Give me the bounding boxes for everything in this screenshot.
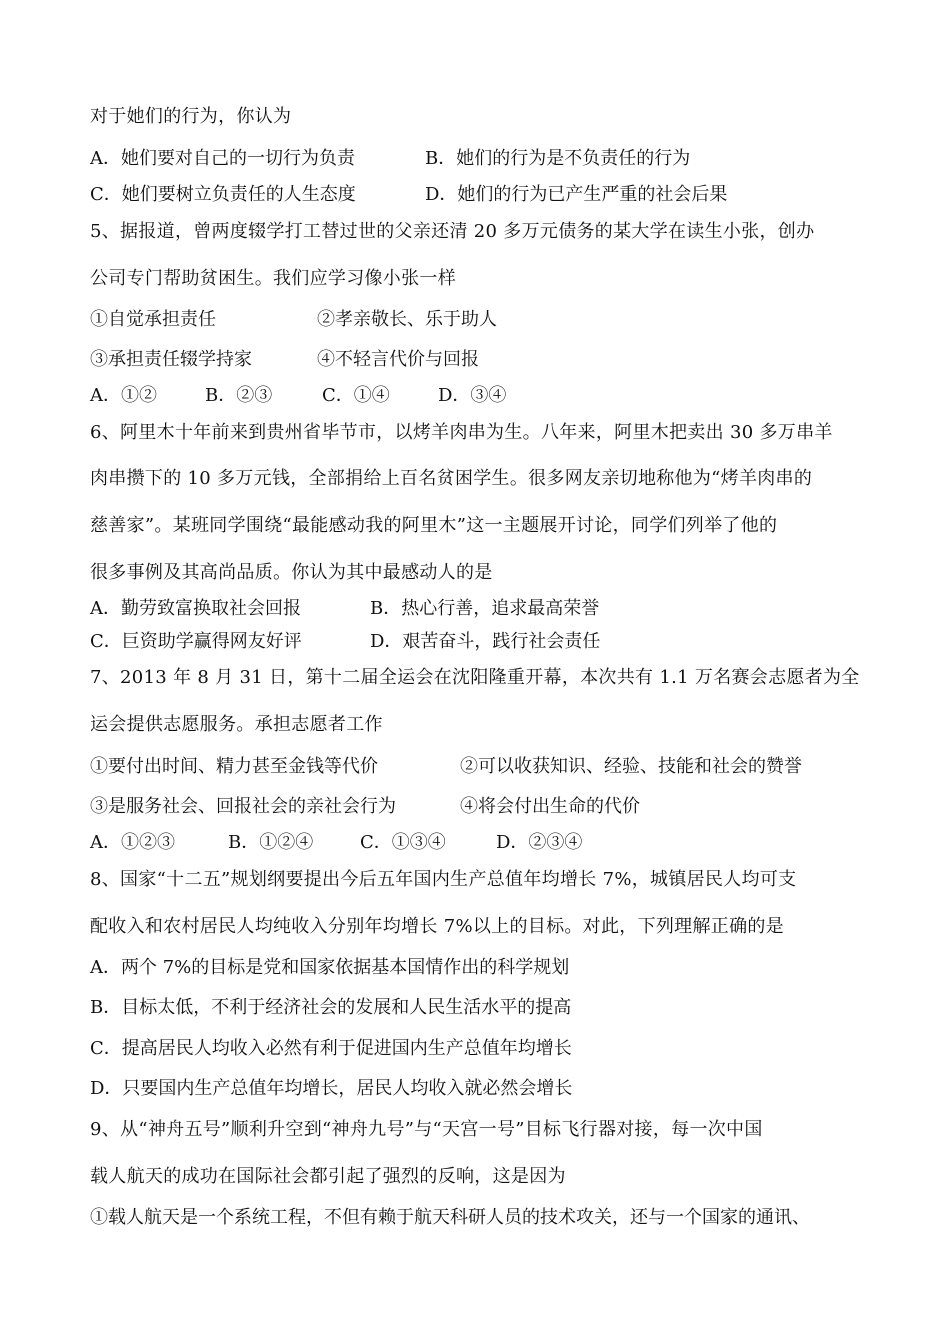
q7-option-c: C．①③④: [360, 832, 446, 853]
q7-item-2: ②可以收获知识、经验、技能和社会的赞誉: [460, 756, 802, 777]
q8-stem-line-2: 配收入和农村居民人均纯收入分别年均增长 7%以上的目标。对此，下列理解正确的是: [90, 916, 784, 937]
q6-stem-line-4: 很多事例及其高尚品质。你认为其中最感动人的是: [90, 562, 493, 583]
q5-item-3: ③承担责任辍学持家: [90, 349, 252, 370]
q5-option-c: C．①④: [322, 385, 390, 406]
q5-stem-line-2: 公司专门帮助贫困生。我们应学习像小张一样: [90, 268, 456, 289]
q7-item-3: ③是服务社会、回报社会的亲社会行为: [90, 796, 396, 817]
q8-option-b: B．目标太低，不利于经济社会的发展和人民生活水平的提高: [90, 997, 572, 1018]
q9-stem-line-2: 载人航天的成功在国际社会都引起了强烈的反响，这是因为: [90, 1166, 566, 1187]
q8-stem-line-1: 8、国家“十二五”规划纲要提出今后五年国内生产总值年均增长 7%，城镇居民人均可支: [90, 869, 797, 890]
q6-option-b: B．热心行善，追求最高荣誉: [370, 598, 600, 619]
q4-option-b: B．她们的行为是不负责任的行为: [425, 148, 691, 169]
q8-option-c: C．提高居民人均收入必然有利于促进国内生产总值年均增长: [90, 1038, 572, 1059]
q6-stem-line-2: 肉串攒下的 10 多万元钱，全部捐给上百名贫困学生。很多网友亲切地称他为“烤羊肉串的: [90, 468, 813, 489]
q5-option-b: B．②③: [205, 385, 273, 406]
q7-option-b: B．①②④: [228, 832, 314, 853]
q7-stem-line-1: 7、2013 年 8 月 31 日，第十二届全运会在沈阳隆重开幕，本次共有 1.1 万名赛会志愿者为全: [90, 667, 860, 688]
q7-option-a: A．①②③: [90, 832, 175, 853]
q5-option-d: D．③④: [438, 385, 507, 406]
q9-stem-line-1: 9、从“神舟五号”顺利升空到“神舟九号”与“天宫一号”目标飞行器对接，每一次中国: [90, 1119, 763, 1140]
q5-stem-line-1: 5、据报道，曾两度辍学打工替过世的父亲还清 20 多万元债务的某大学在读生小张，创办: [90, 221, 815, 242]
q5-item-1: ①自觉承担责任: [90, 309, 216, 330]
q4-option-d: D．她们的行为已产生严重的社会后果: [425, 184, 728, 205]
q6-stem-line-1: 6、阿里木十年前来到贵州省毕节市，以烤羊肉串为生。八年来，阿里木把卖出 30 多万串羊: [90, 422, 833, 443]
q6-option-a: A．勤劳致富换取社会回报: [90, 598, 301, 619]
q5-item-2: ②孝亲敬长、乐于助人: [317, 309, 497, 330]
q7-item-4: ④将会付出生命的代价: [460, 796, 640, 817]
q6-option-c: C．巨资助学赢得网友好评: [90, 631, 302, 652]
q4-option-c: C．她们要树立负责任的人生态度: [90, 184, 356, 205]
q4-stem-tail: 对于她们的行为，你认为: [90, 106, 292, 127]
q7-item-1: ①要付出时间、精力甚至金钱等代价: [90, 756, 378, 777]
q6-stem-line-3: 慈善家”。某班同学围绕“最能感动我的阿里木”这一主题展开讨论，同学们列举了他的: [90, 515, 778, 536]
q6-option-d: D．艰苦奋斗，践行社会责任: [370, 631, 601, 652]
q4-option-a: A．她们要对自己的一切行为负责: [90, 148, 355, 169]
q8-option-d: D．只要国内生产总值年均增长，居民人均收入就必然会增长: [90, 1078, 573, 1099]
q9-item-1: ①载人航天是一个系统工程，不但有赖于航天科研人员的技术攻关，还与一个国家的通讯、: [90, 1207, 810, 1228]
q7-stem-line-2: 运会提供志愿服务。承担志愿者工作: [90, 714, 383, 735]
q7-option-d: D．②③④: [496, 832, 583, 853]
q8-option-a: A．两个 7%的目标是党和国家依据基本国情作出的科学规划: [90, 957, 570, 978]
q5-option-a: A．①②: [90, 385, 157, 406]
q5-item-4: ④不轻言代价与回报: [317, 349, 479, 370]
